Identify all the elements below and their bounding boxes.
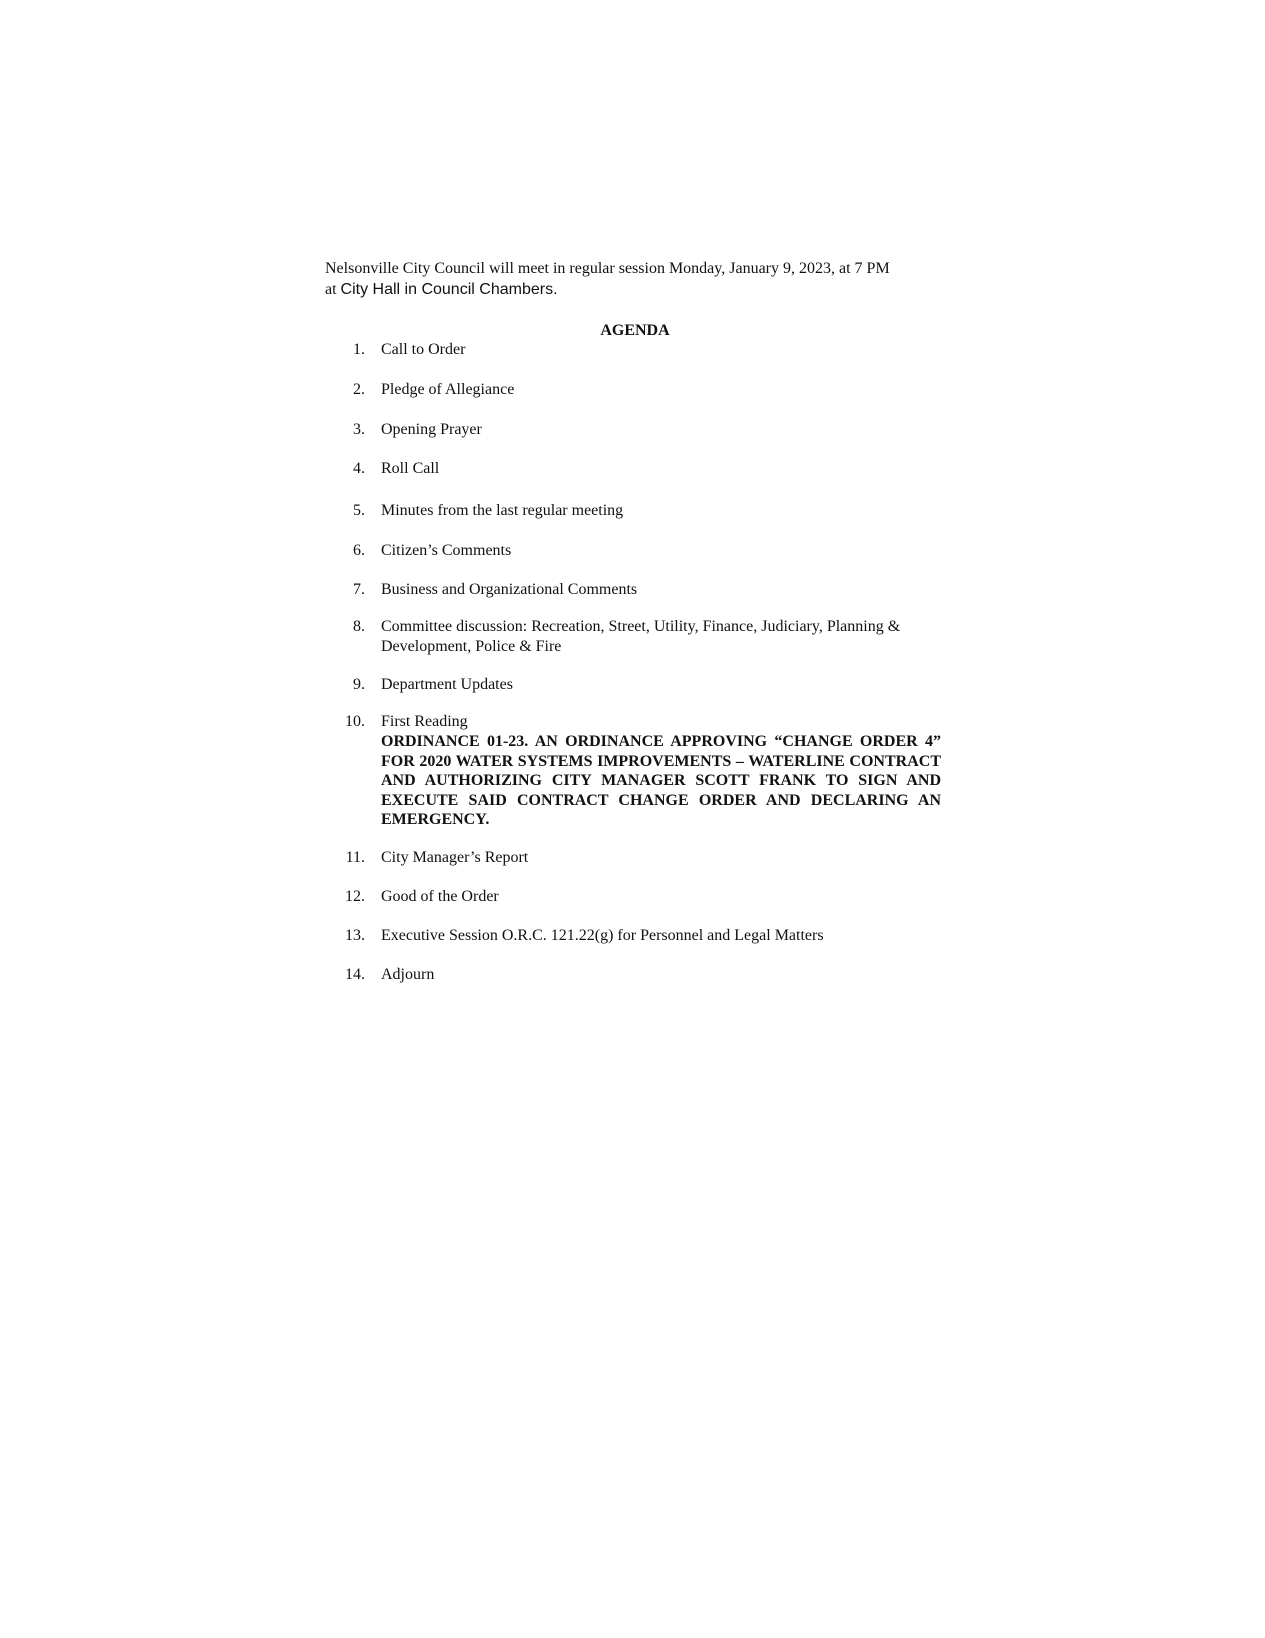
agenda-item-text: Citizen’s Comments: [381, 542, 512, 559]
agenda-item-number: 7.: [353, 581, 365, 598]
meeting-notice-line-2: [325, 279, 945, 300]
meeting-location: City Hall in Council Chambers.: [340, 281, 558, 298]
agenda-item-text: Roll Call: [381, 460, 440, 477]
agenda-item-number: 13.: [345, 927, 365, 944]
agenda-item-number: 3.: [353, 421, 365, 438]
agenda-item-content: [381, 712, 941, 830]
agenda-item-number: 14.: [345, 966, 365, 983]
agenda-item-number: 12.: [345, 888, 365, 905]
agenda-item-number: 5.: [353, 502, 365, 519]
agenda-item-number: 10.: [345, 713, 365, 730]
ordinance-text: ORDINANCE 01-23. AN ORDINANCE APPROVING “CHANGE ORDER 4” FOR 2020 WATER SYSTEMS IMPROVEMENTS – WATERLINE CONTRACT AND AUTHORIZING CITY MANAGER SCOTT FRANK TO SIGN AND EXECUTE SAID CONTRACT CHANGE ORDER AND DECLARING AN EMERGENCY.: [381, 733, 941, 828]
agenda-item-text: Good of the Order: [381, 888, 499, 905]
agenda-title: AGENDA: [600, 322, 670, 339]
agenda-item-number: 1.: [353, 341, 365, 358]
agenda-item-number: 9.: [353, 676, 365, 693]
agenda-item-number: 6.: [353, 542, 365, 559]
agenda-item-text: Minutes from the last regular meeting: [381, 502, 624, 519]
agenda-item-text: City Manager’s Report: [381, 849, 529, 866]
agenda-item-number: 2.: [353, 381, 365, 398]
meeting-notice: [325, 258, 945, 300]
agenda-item-text: Call to Order: [381, 341, 466, 358]
agenda-item-number: 4.: [353, 460, 365, 477]
agenda-item-text: Committee discussion: Recreation, Street, Utility, Finance, Judiciary, Planning & Development, Police & Fire: [381, 618, 901, 655]
agenda-item-text: Business and Organizational Comments: [381, 581, 638, 598]
agenda-item-text: Opening Prayer: [381, 421, 482, 438]
meeting-notice-prefix: at: [325, 281, 341, 298]
agenda-item-text: Pledge of Allegiance: [381, 381, 515, 398]
agenda-item-number: 11.: [345, 849, 365, 866]
agenda-item-text: Adjourn: [381, 966, 435, 983]
meeting-notice-line-1: Nelsonville City Council will meet in regular session Monday, January 9, 2023, at 7 PM: [325, 260, 890, 277]
agenda-item-text: Department Updates: [381, 676, 513, 693]
agenda-item-text: First Reading: [381, 713, 468, 730]
agenda-item-text: Executive Session O.R.C. 121.22(g) for Personnel and Legal Matters: [381, 927, 824, 944]
agenda-item-number: 8.: [353, 618, 365, 635]
